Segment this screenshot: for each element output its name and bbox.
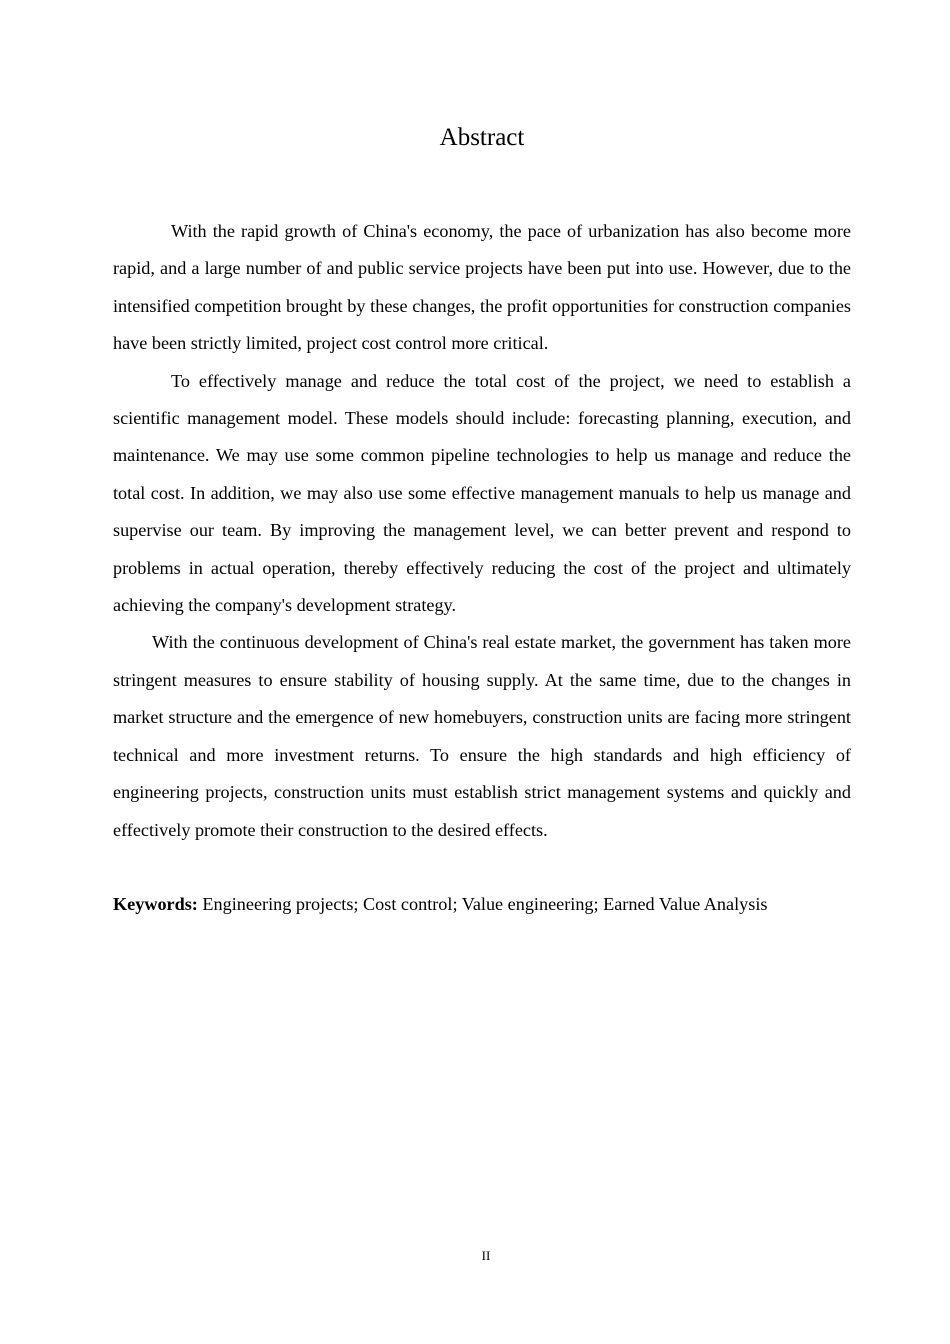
abstract-body [113, 213, 851, 849]
keywords-text: Engineering projects; Cost control; Value engineering; Earned Value Analysis [197, 894, 768, 914]
page-number: II [481, 1248, 491, 1263]
keywords-label: Keywords: [113, 894, 198, 914]
abstract-paragraph-3: With the continuous development of China's real estate market, the government has taken more stringent measures to ensure stability of housing supply. At the same time, due to the changes in market structure and the emergence of new homebuyers, construction units are facing more stringent technical and more investment returns. To ensure the high standards and high efficiency of engineering projects, construction units must establish strict management systems and quickly and effectively promote their construction to the desired effects. [113, 632, 851, 840]
abstract-paragraph-2: To effectively manage and reduce the total cost of the project, we need to establish a scientific management model. These models should include: forecasting planning, execution, and maintenance. We may use some common pipeline technologies to help us manage and reduce the total cost. In addition, we may also use some effective management manuals to help us manage and supervise our team. By improving the management level, we can better prevent and respond to problems in actual operation, thereby effectively reducing the cost of the project and ultimately achieving the company's development strategy. [113, 370, 851, 616]
keywords-line [113, 886, 873, 923]
abstract-paragraph-1: With the rapid growth of China's economy, the pace of urbanization has also become more rapid, and a large number of and public service projects have been put into use. However, due to the intensified competition brought by these changes, the profit opportunities for construction companies have been strictly limited, project cost control more critical. [113, 221, 851, 354]
page-title: Abstract [439, 124, 525, 151]
